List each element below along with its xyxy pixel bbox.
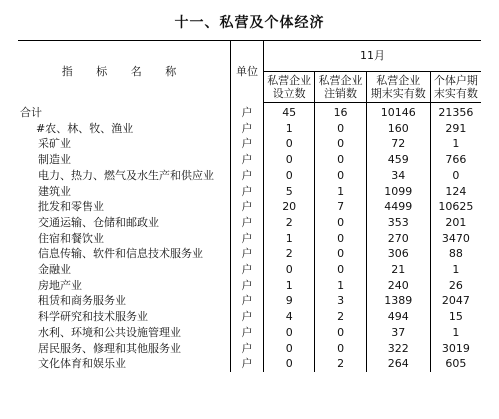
row-unit: 户 (231, 103, 264, 121)
table-row (18, 231, 481, 247)
table-row (18, 121, 481, 137)
period-header: 11月 (264, 41, 482, 72)
row-value: 5 (264, 184, 315, 200)
table-row (18, 215, 481, 231)
table-row (18, 184, 481, 200)
row-value: 1 (264, 231, 315, 247)
row-value: 1 (264, 121, 315, 137)
table-row (18, 152, 481, 168)
row-value: 1 (452, 325, 460, 339)
row-label: 住宿和餐饮业 (18, 231, 231, 247)
row-label: 房地产业 (18, 278, 231, 294)
table-row (18, 325, 481, 341)
row-value: 0 (315, 152, 366, 168)
column-header: 私营企业 注销数 (315, 72, 366, 103)
row-value: 0 (315, 231, 366, 247)
row-value: 766 (445, 153, 467, 167)
row-value: 1389 (366, 293, 430, 309)
row-unit: 户 (231, 184, 264, 200)
indicator-name-header: 指 标 名 称 (18, 41, 231, 103)
unit-header: 单位 (231, 41, 264, 103)
row-value: 16 (315, 103, 366, 121)
row-value: 240 (366, 278, 430, 294)
row-value: 201 (445, 215, 467, 229)
row-unit: 户 (231, 293, 264, 309)
table-row (18, 309, 481, 325)
row-value: 20 (264, 199, 315, 215)
table-row (18, 168, 481, 184)
row-value: 306 (366, 246, 430, 262)
table-row (18, 103, 481, 121)
row-value: 494 (366, 309, 430, 325)
row-value: 1099 (366, 184, 430, 200)
row-value: 0 (264, 168, 315, 184)
row-value: 26 (448, 278, 463, 292)
row-value: 34 (366, 168, 430, 184)
row-value: 1 (452, 137, 460, 151)
row-value: 7 (315, 199, 366, 215)
row-label: 水利、环境和公共设施管理业 (18, 325, 231, 341)
row-value: 291 (445, 121, 467, 135)
row-unit: 户 (231, 215, 264, 231)
row-label: 信息传输、软件和信息技术服务业 (18, 246, 231, 262)
row-value: 0 (315, 341, 366, 357)
table-row (18, 293, 481, 309)
row-value: 0 (264, 152, 315, 168)
row-value: 0 (315, 325, 366, 341)
row-value: 10625 (438, 200, 474, 214)
table-row (18, 356, 481, 372)
row-value: 21356 (438, 106, 474, 119)
row-unit: 户 (231, 136, 264, 152)
row-value: 3019 (441, 341, 470, 355)
row-label: 租赁和商务服务业 (18, 293, 231, 309)
row-unit: 户 (231, 356, 264, 372)
row-unit: 户 (231, 246, 264, 262)
row-value: 0 (315, 246, 366, 262)
row-value: 15 (448, 310, 463, 324)
row-value: 21 (366, 262, 430, 278)
table-row (18, 246, 481, 262)
column-header: 私营企业 设立数 (264, 72, 315, 103)
row-unit: 户 (231, 121, 264, 137)
row-value: 459 (366, 152, 430, 168)
row-label: 科学研究和技术服务业 (18, 309, 231, 325)
row-value: 0 (264, 136, 315, 152)
row-value: 1 (452, 263, 460, 277)
row-value: 322 (366, 341, 430, 357)
row-value: 3 (315, 293, 366, 309)
column-header: 个体户期 末实有数 (430, 72, 481, 103)
table-row (18, 341, 481, 357)
row-value: 160 (366, 121, 430, 137)
row-label: 建筑业 (18, 184, 231, 200)
row-value: 10146 (366, 103, 430, 121)
row-value: 2 (315, 356, 366, 372)
row-unit: 户 (231, 152, 264, 168)
row-unit: 户 (231, 309, 264, 325)
row-value: 9 (264, 293, 315, 309)
row-value: 37 (366, 325, 430, 341)
row-value: 0 (315, 262, 366, 278)
row-unit: 户 (231, 199, 264, 215)
row-unit: 户 (231, 278, 264, 294)
row-value: 0 (264, 356, 315, 372)
row-value: 0 (315, 136, 366, 152)
row-value: 0 (264, 262, 315, 278)
row-value: 2047 (441, 294, 470, 308)
row-label: #农、林、牧、渔业 (18, 121, 231, 137)
table-row (18, 262, 481, 278)
row-unit: 户 (231, 168, 264, 184)
row-value: 45 (264, 103, 315, 121)
row-unit: 户 (231, 325, 264, 341)
row-unit: 户 (231, 231, 264, 247)
column-header: 私营企业 期末实有数 (366, 72, 430, 103)
row-value: 2 (315, 309, 366, 325)
row-unit: 户 (231, 341, 264, 357)
row-unit: 户 (231, 262, 264, 278)
row-value: 3470 (441, 231, 470, 245)
row-value: 270 (366, 231, 430, 247)
row-value: 4 (264, 309, 315, 325)
row-value: 264 (366, 356, 430, 372)
row-value: 72 (366, 136, 430, 152)
row-value: 0 (452, 168, 460, 182)
row-value: 0 (315, 215, 366, 231)
row-value: 605 (445, 357, 467, 371)
row-label: 居民服务、修理和其他服务业 (18, 341, 231, 357)
row-value: 2 (264, 215, 315, 231)
row-value: 1 (264, 278, 315, 294)
row-value: 1 (315, 184, 366, 200)
statistics-table (18, 40, 481, 372)
row-value: 88 (448, 247, 463, 261)
row-value: 0 (315, 168, 366, 184)
row-value: 124 (445, 184, 467, 198)
row-value: 1 (315, 278, 366, 294)
row-value: 0 (315, 121, 366, 137)
row-value: 4499 (366, 199, 430, 215)
row-label: 电力、热力、燃气及水生产和供应业 (18, 168, 231, 184)
table-row (18, 199, 481, 215)
row-label: 批发和零售业 (18, 199, 231, 215)
row-label: 采矿业 (18, 136, 231, 152)
row-label: 合计 (18, 103, 231, 121)
row-label: 文化体育和娱乐业 (18, 356, 231, 372)
row-label: 金融业 (18, 262, 231, 278)
row-label: 交通运输、仓储和邮政业 (18, 215, 231, 231)
page-title: 十一、私营及个体经济 (174, 15, 325, 31)
row-value: 353 (366, 215, 430, 231)
row-label: 制造业 (18, 152, 231, 168)
row-value: 0 (264, 325, 315, 341)
row-value: 0 (264, 341, 315, 357)
table-row (18, 278, 481, 294)
row-value: 2 (264, 246, 315, 262)
table-row (18, 136, 481, 152)
